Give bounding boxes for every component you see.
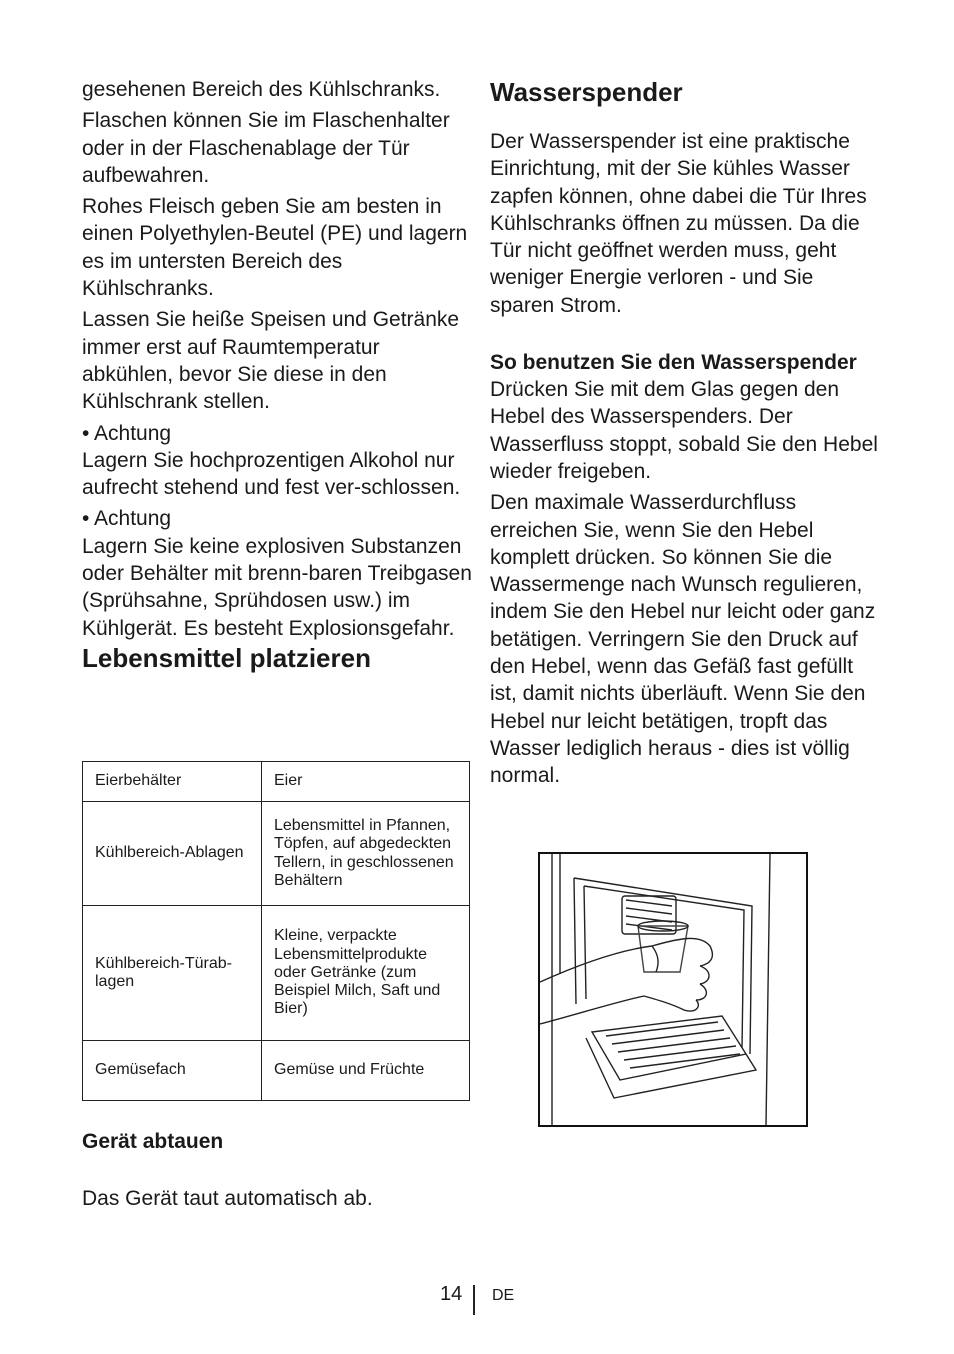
table-row <box>83 906 470 1041</box>
water-dispenser-illustration <box>538 852 808 1127</box>
table-cell-place: Eierbehälter <box>83 762 262 802</box>
paragraph: Flaschen können Sie im Flaschenhalter oder in der Flaschenablage der Tür aufbewahren. <box>82 109 450 187</box>
paragraph: Lassen Sie heiße Speisen und Getränke immer erst auf Raumtemperatur abkühlen, bevor Sie diese in den Kühlschrank stellen. <box>82 308 460 414</box>
paragraph: Drücken Sie mit dem Glas gegen den Hebel des Wasserspenders. Der Wasserfluss stoppt, sobald Sie den Hebel wieder freigeben. <box>490 378 878 483</box>
defrost-heading: Gerät abtauen <box>82 1130 224 1153</box>
paragraph: Lagern Sie keine explosiven Substanzen oder Behälter mit brenn-baren Treibgasen (Sprühsahne, Sprühdosen usw.) im Kühlgerät. Es besteht Explosionsgefahr. <box>82 534 472 640</box>
page-footer <box>0 1281 954 1317</box>
left-column <box>82 76 474 674</box>
table-cell-place: Kühlbereich-Türab-lagen <box>83 906 262 1041</box>
table-cell-items: Gemüse und Früchte <box>262 1041 470 1101</box>
warning-label: • Achtung <box>82 421 172 445</box>
paragraph: Der Wasserspender ist eine praktische Einrichtung, mit der Sie kühles Wasser zapfen können, ohne dabei die Tür Ihres Kühlschranks öffnen zu müssen. Da die Tür nicht geöffnet werden muss, geht weniger Energie verloren - und Sie sparen Strom. <box>490 130 867 317</box>
food-placement-table <box>82 761 470 1101</box>
footer-divider <box>473 1285 475 1315</box>
table-cell-items: Kleine, verpackte Lebensmittelprodukte oder Getränke (zum Beispiel Milch, Saft und Bier) <box>262 906 470 1041</box>
sub-heading-usage: So benutzen Sie den Wasserspender <box>490 351 857 375</box>
table-row <box>83 802 470 906</box>
section-heading-water-dispenser: Wasserspender <box>490 77 683 107</box>
dispenser-drawing <box>540 854 806 1125</box>
paragraph: Rohes Fleisch geben Sie am besten in einen Polyethylen-Beutel (PE) und lagern es im untersten Bereich des Kühlschranks. <box>82 195 468 301</box>
warning-label: • Achtung <box>82 507 172 531</box>
table-cell-items: Lebensmittel in Pfannen, Töpfen, auf abgedeckten Tellern, in geschlossenen Behältern <box>262 802 470 906</box>
language-code: DE <box>492 1287 515 1304</box>
paragraph: Den maximale Wasserdurchfluss erreichen Sie, wenn Sie den Hebel komplett drücken. So können Sie die Wassermenge nach Wunsch regulieren, indem Sie den Hebel nur leicht oder ganz betätigen. Verringern Sie den Druck auf den Hebel, wenn das Gefäß fast gefüllt ist, damit nichts überläuft. Wenn Sie den Hebel nur leicht betätigen, tropft das Wasser lediglich heraus - dies ist völlig normal. <box>490 491 876 788</box>
table-row <box>83 1041 470 1101</box>
paragraph: Lagern Sie hochprozentigen Alkohol nur aufrecht stehend und fest ver-schlossen. <box>82 448 461 500</box>
table-cell-place: Kühlbereich-Ablagen <box>83 802 262 906</box>
defrost-text: Das Gerät taut automatisch ab. <box>82 1187 373 1210</box>
table-cell-items: Eier <box>262 762 470 802</box>
right-column <box>490 76 880 794</box>
page-number: 14 <box>440 1283 463 1305</box>
table-row <box>83 762 470 802</box>
paragraph: gesehenen Bereich des Kühlschranks. <box>82 78 441 101</box>
table-cell-place: Gemüsefach <box>83 1041 262 1101</box>
section-heading-food-placement: Lebensmittel platzieren <box>82 642 371 673</box>
